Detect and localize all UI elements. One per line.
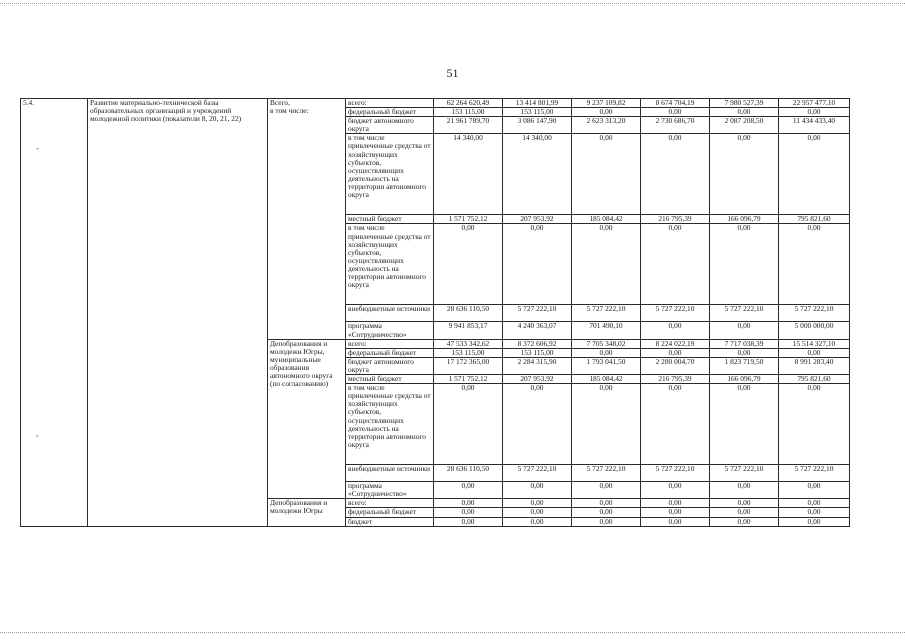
amount-cell: 3 086 147,90 — [503, 117, 572, 134]
amount-cell: 0,00 — [710, 134, 779, 215]
amount-cell: 11 434 433,40 — [779, 117, 850, 134]
amount-cell: 0,00 — [779, 134, 850, 215]
amount-cell: 15 514 327,10 — [779, 339, 850, 348]
amount-cell: 5 727 222,10 — [710, 465, 779, 482]
executor-label: Депобразования и молодежи Югры, муниципальные образования автономного округа (по согласованию) — [268, 339, 346, 499]
amount-cell: 0,00 — [503, 224, 572, 305]
funding-source: программа «Сотрудничество» — [346, 322, 434, 339]
amount-cell: 8 224 022,19 — [641, 339, 710, 348]
amount-cell: 166 096,79 — [710, 375, 779, 384]
executor-label: Всего, в том числе: — [268, 99, 346, 340]
amount-cell: 5 727 222,10 — [779, 305, 850, 322]
amount-cell: 7 980 527,39 — [710, 99, 779, 108]
funding-source: в том числе привлеченные средства от хозяйствующих субъектов, осуществляющих деятельность на территории автономного округа — [346, 224, 434, 305]
amount-cell: 5 727 222,10 — [503, 465, 572, 482]
amount-cell: 0,00 — [434, 499, 503, 508]
amount-cell: 0,00 — [710, 482, 779, 499]
amount-cell: 0,00 — [641, 517, 710, 526]
amount-cell: 0,00 — [779, 517, 850, 526]
amount-cell: 0,00 — [779, 499, 850, 508]
amount-cell: 5 000 000,00 — [779, 322, 850, 339]
amount-cell: 0,00 — [572, 508, 641, 517]
amount-cell: 8 372 606,92 — [503, 339, 572, 348]
funding-source: программа «Сотрудничество» — [346, 482, 434, 499]
item-title: Развитие материально-технической базы образовательных организаций и учреждений молодежной политики (показатели 8, 20, 21, 22) — [88, 99, 268, 527]
funding-source: всего: — [346, 99, 434, 108]
page-number: 51 — [446, 66, 459, 80]
amount-cell: 795 821,60 — [779, 375, 850, 384]
amount-cell: 0,00 — [572, 384, 641, 465]
amount-cell: 22 957 477,10 — [779, 99, 850, 108]
amount-cell: 13 414 801,99 — [503, 99, 572, 108]
amount-cell: 0,00 — [641, 134, 710, 215]
amount-cell: 5 727 222,10 — [710, 305, 779, 322]
amount-cell: 0,00 — [641, 508, 710, 517]
amount-cell: 0,00 — [572, 348, 641, 357]
amount-cell: 0,00 — [434, 384, 503, 465]
funding-source: местный бюджет — [346, 215, 434, 224]
funding-source: бюджет автономного округа — [346, 117, 434, 134]
amount-cell: 153 115,00 — [503, 348, 572, 357]
funding-source: федеральный бюджет — [346, 508, 434, 517]
amount-cell: 2 280 004,70 — [641, 357, 710, 374]
amount-cell: 1 571 752,12 — [434, 215, 503, 224]
amount-cell: 0,00 — [710, 322, 779, 339]
amount-cell: 795 821,60 — [779, 215, 850, 224]
amount-cell: 0,00 — [503, 517, 572, 526]
amount-cell: 153 115,00 — [434, 108, 503, 117]
amount-cell: 0,00 — [641, 384, 710, 465]
amount-cell: 0,00 — [572, 108, 641, 117]
scan-edge-bottom — [0, 632, 905, 633]
funding-source: всего: — [346, 339, 434, 348]
funding-source: федеральный бюджет — [346, 108, 434, 117]
amount-cell: 0,00 — [641, 224, 710, 305]
amount-cell: 207 953,92 — [503, 375, 572, 384]
amount-cell: 8 991 283,40 — [779, 357, 850, 374]
funding-source: внебюджетные источники — [346, 465, 434, 482]
amount-cell: 21 961 789,70 — [434, 117, 503, 134]
amount-cell: 0,00 — [710, 348, 779, 357]
amount-cell: 5 727 222,10 — [503, 305, 572, 322]
amount-cell: 0,00 — [710, 384, 779, 465]
amount-cell: 47 533 342,62 — [434, 339, 503, 348]
funding-source: бюджет автономного округа — [346, 357, 434, 374]
amount-cell: 0,00 — [434, 517, 503, 526]
amount-cell: 14 340,00 — [434, 134, 503, 215]
amount-cell: 0,00 — [503, 482, 572, 499]
amount-cell: 0,00 — [572, 482, 641, 499]
amount-cell: 166 096,79 — [710, 215, 779, 224]
amount-cell: 1 823 719,50 — [710, 357, 779, 374]
scan-edge-top — [0, 3, 905, 4]
amount-cell: 0,00 — [710, 508, 779, 517]
amount-cell: 0,00 — [641, 482, 710, 499]
amount-cell: 0,00 — [503, 508, 572, 517]
funding-source: местный бюджет — [346, 375, 434, 384]
amount-cell: 0,00 — [572, 499, 641, 508]
amount-cell: 0,00 — [434, 482, 503, 499]
amount-cell: 0,00 — [779, 348, 850, 357]
amount-cell: 0,00 — [779, 108, 850, 117]
amount-cell: 2 087 208,50 — [710, 117, 779, 134]
funding-source: внебюджетные источники — [346, 305, 434, 322]
amount-cell: 4 240 363,07 — [503, 322, 572, 339]
amount-cell: 0,00 — [710, 517, 779, 526]
amount-cell: 5 727 222,10 — [641, 305, 710, 322]
amount-cell: 2 284 315,90 — [503, 357, 572, 374]
amount-cell: 0,00 — [641, 108, 710, 117]
amount-cell: 2 623 313,20 — [572, 117, 641, 134]
table-row — [21, 99, 850, 108]
amount-cell: 185 084,42 — [572, 215, 641, 224]
amount-cell: 0,00 — [572, 134, 641, 215]
amount-cell: 0,00 — [710, 499, 779, 508]
margin-mark: - — [36, 143, 39, 153]
amount-cell: 5 727 222,10 — [572, 465, 641, 482]
amount-cell: 8 674 704,19 — [641, 99, 710, 108]
amount-cell: 5 727 222,10 — [641, 465, 710, 482]
amount-cell: 216 795,39 — [641, 215, 710, 224]
amount-cell: 1 571 752,12 — [434, 375, 503, 384]
amount-cell: 0,00 — [572, 517, 641, 526]
amount-cell: 7 705 348,02 — [572, 339, 641, 348]
amount-cell: 7 717 038,39 — [710, 339, 779, 348]
amount-cell: 0,00 — [779, 384, 850, 465]
funding-source: бюджет — [346, 517, 434, 526]
amount-cell: 17 172 365,00 — [434, 357, 503, 374]
amount-cell: 185 084,42 — [572, 375, 641, 384]
amount-cell: 0,00 — [434, 224, 503, 305]
amount-cell: 5 727 222,10 — [572, 305, 641, 322]
amount-cell: 0,00 — [779, 508, 850, 517]
amount-cell: 701 490,10 — [572, 322, 641, 339]
amount-cell: 0,00 — [779, 224, 850, 305]
amount-cell: 9 237 109,82 — [572, 99, 641, 108]
amount-cell: 0,00 — [434, 508, 503, 517]
amount-cell: 216 795,39 — [641, 375, 710, 384]
funding-source: федеральный бюджет — [346, 348, 434, 357]
amount-cell: 2 730 686,70 — [641, 117, 710, 134]
amount-cell: 0,00 — [641, 348, 710, 357]
amount-cell: 62 264 620,49 — [434, 99, 503, 108]
funding-source: всего: — [346, 499, 434, 508]
amount-cell: 0,00 — [572, 224, 641, 305]
amount-cell: 0,00 — [503, 384, 572, 465]
amount-cell: 0,00 — [779, 482, 850, 499]
amount-cell: 0,00 — [641, 499, 710, 508]
margin-mark: , — [36, 428, 39, 438]
amount-cell: 0,00 — [503, 499, 572, 508]
item-code: 5.4. — [21, 99, 88, 527]
budget-table — [20, 98, 850, 527]
amount-cell: 14 340,00 — [503, 134, 572, 215]
executor-label: Депобразования и молодежи Югры — [268, 499, 346, 526]
amount-cell: 153 115,00 — [434, 348, 503, 357]
amount-cell: 0,00 — [710, 108, 779, 117]
amount-cell: 0,00 — [641, 322, 710, 339]
amount-cell: 9 941 853,17 — [434, 322, 503, 339]
amount-cell: 28 636 110,50 — [434, 465, 503, 482]
amount-cell: 0,00 — [710, 224, 779, 305]
funding-source: в том числе привлеченные средства от хозяйствующих субъектов, осуществляющих деятельность на территории автономного округа — [346, 384, 434, 465]
amount-cell: 28 636 110,50 — [434, 305, 503, 322]
funding-source: в том числе привлеченные средства от хозяйствующих субъектов, осуществляющих деятельность на территории автономного округа — [346, 134, 434, 215]
amount-cell: 1 793 041,50 — [572, 357, 641, 374]
amount-cell: 153 115,00 — [503, 108, 572, 117]
amount-cell: 5 727 222,10 — [779, 465, 850, 482]
amount-cell: 207 953,92 — [503, 215, 572, 224]
